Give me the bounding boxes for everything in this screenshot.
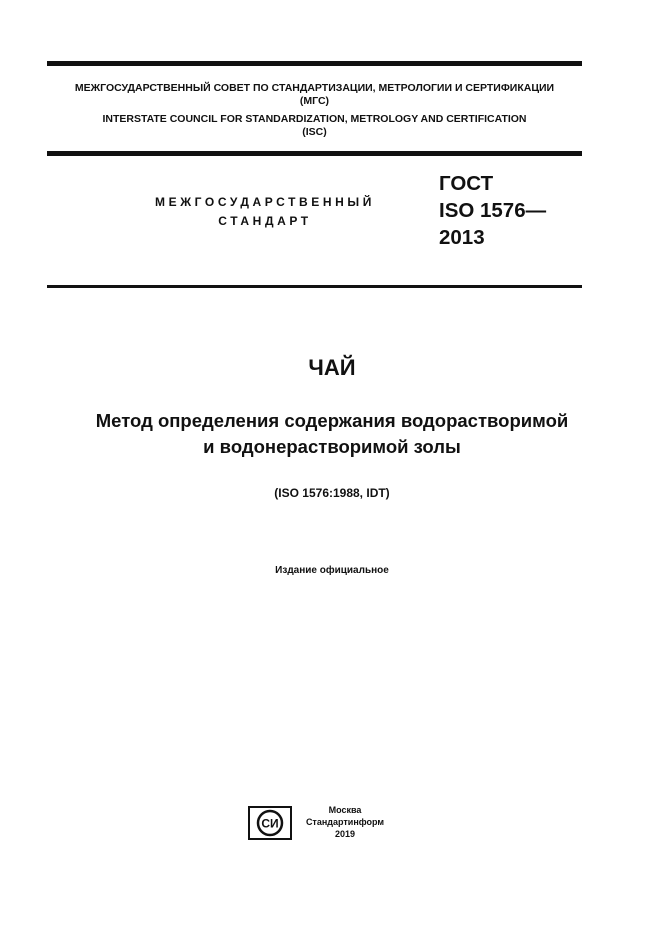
designation-gost: ГОСТ: [439, 172, 494, 195]
standard-kind-line1: МЕЖГОСУДАРСТВЕННЫЙ: [155, 195, 375, 209]
logo-text: СИ: [261, 816, 279, 831]
council-abbr-en: (ISC): [302, 126, 327, 138]
subtitle-line1: Метод определения содержания водорастворимой: [95, 410, 569, 431]
subtitle-line2: и водонерастворимой золы: [203, 436, 461, 457]
imprint-publisher: Стандартинформ: [305, 817, 385, 827]
iso-reference: (ISO 1576:1988, IDT): [274, 486, 390, 500]
publisher-imprint: [300, 804, 390, 840]
designation-year: 2013: [439, 226, 485, 249]
imprint-city: Москва: [328, 805, 362, 815]
council-abbr-ru: (МГС): [299, 95, 330, 107]
top-rule: [47, 61, 582, 66]
standard-kind-line2: СТАНДАРТ: [218, 214, 312, 228]
council-name-en: [47, 113, 582, 139]
standard-designation: [439, 170, 546, 251]
council-name-en-line1: INTERSTATE COUNCIL FOR STANDARDIZATION, METROLOGY AND CERTIFICATION: [102, 113, 527, 125]
edition-note: Издание официальное: [275, 565, 389, 576]
standard-kind: [120, 193, 410, 231]
council-name-ru-line1: МЕЖГОСУДАРСТВЕННЫЙ СОВЕТ ПО СТАНДАРТИЗАЦИИ, МЕТРОЛОГИИ И СЕРТИФИКАЦИИ: [74, 82, 555, 94]
document-title: ЧАЙ: [308, 355, 356, 380]
standartinform-logo-icon: [248, 806, 292, 840]
council-name-ru: [47, 82, 582, 108]
bottom-rule: [47, 285, 582, 288]
document-subtitle: [47, 408, 617, 460]
imprint-year: 2019: [334, 829, 356, 839]
designation-iso: ISO 1576—: [439, 199, 547, 222]
middle-rule: [47, 151, 582, 156]
